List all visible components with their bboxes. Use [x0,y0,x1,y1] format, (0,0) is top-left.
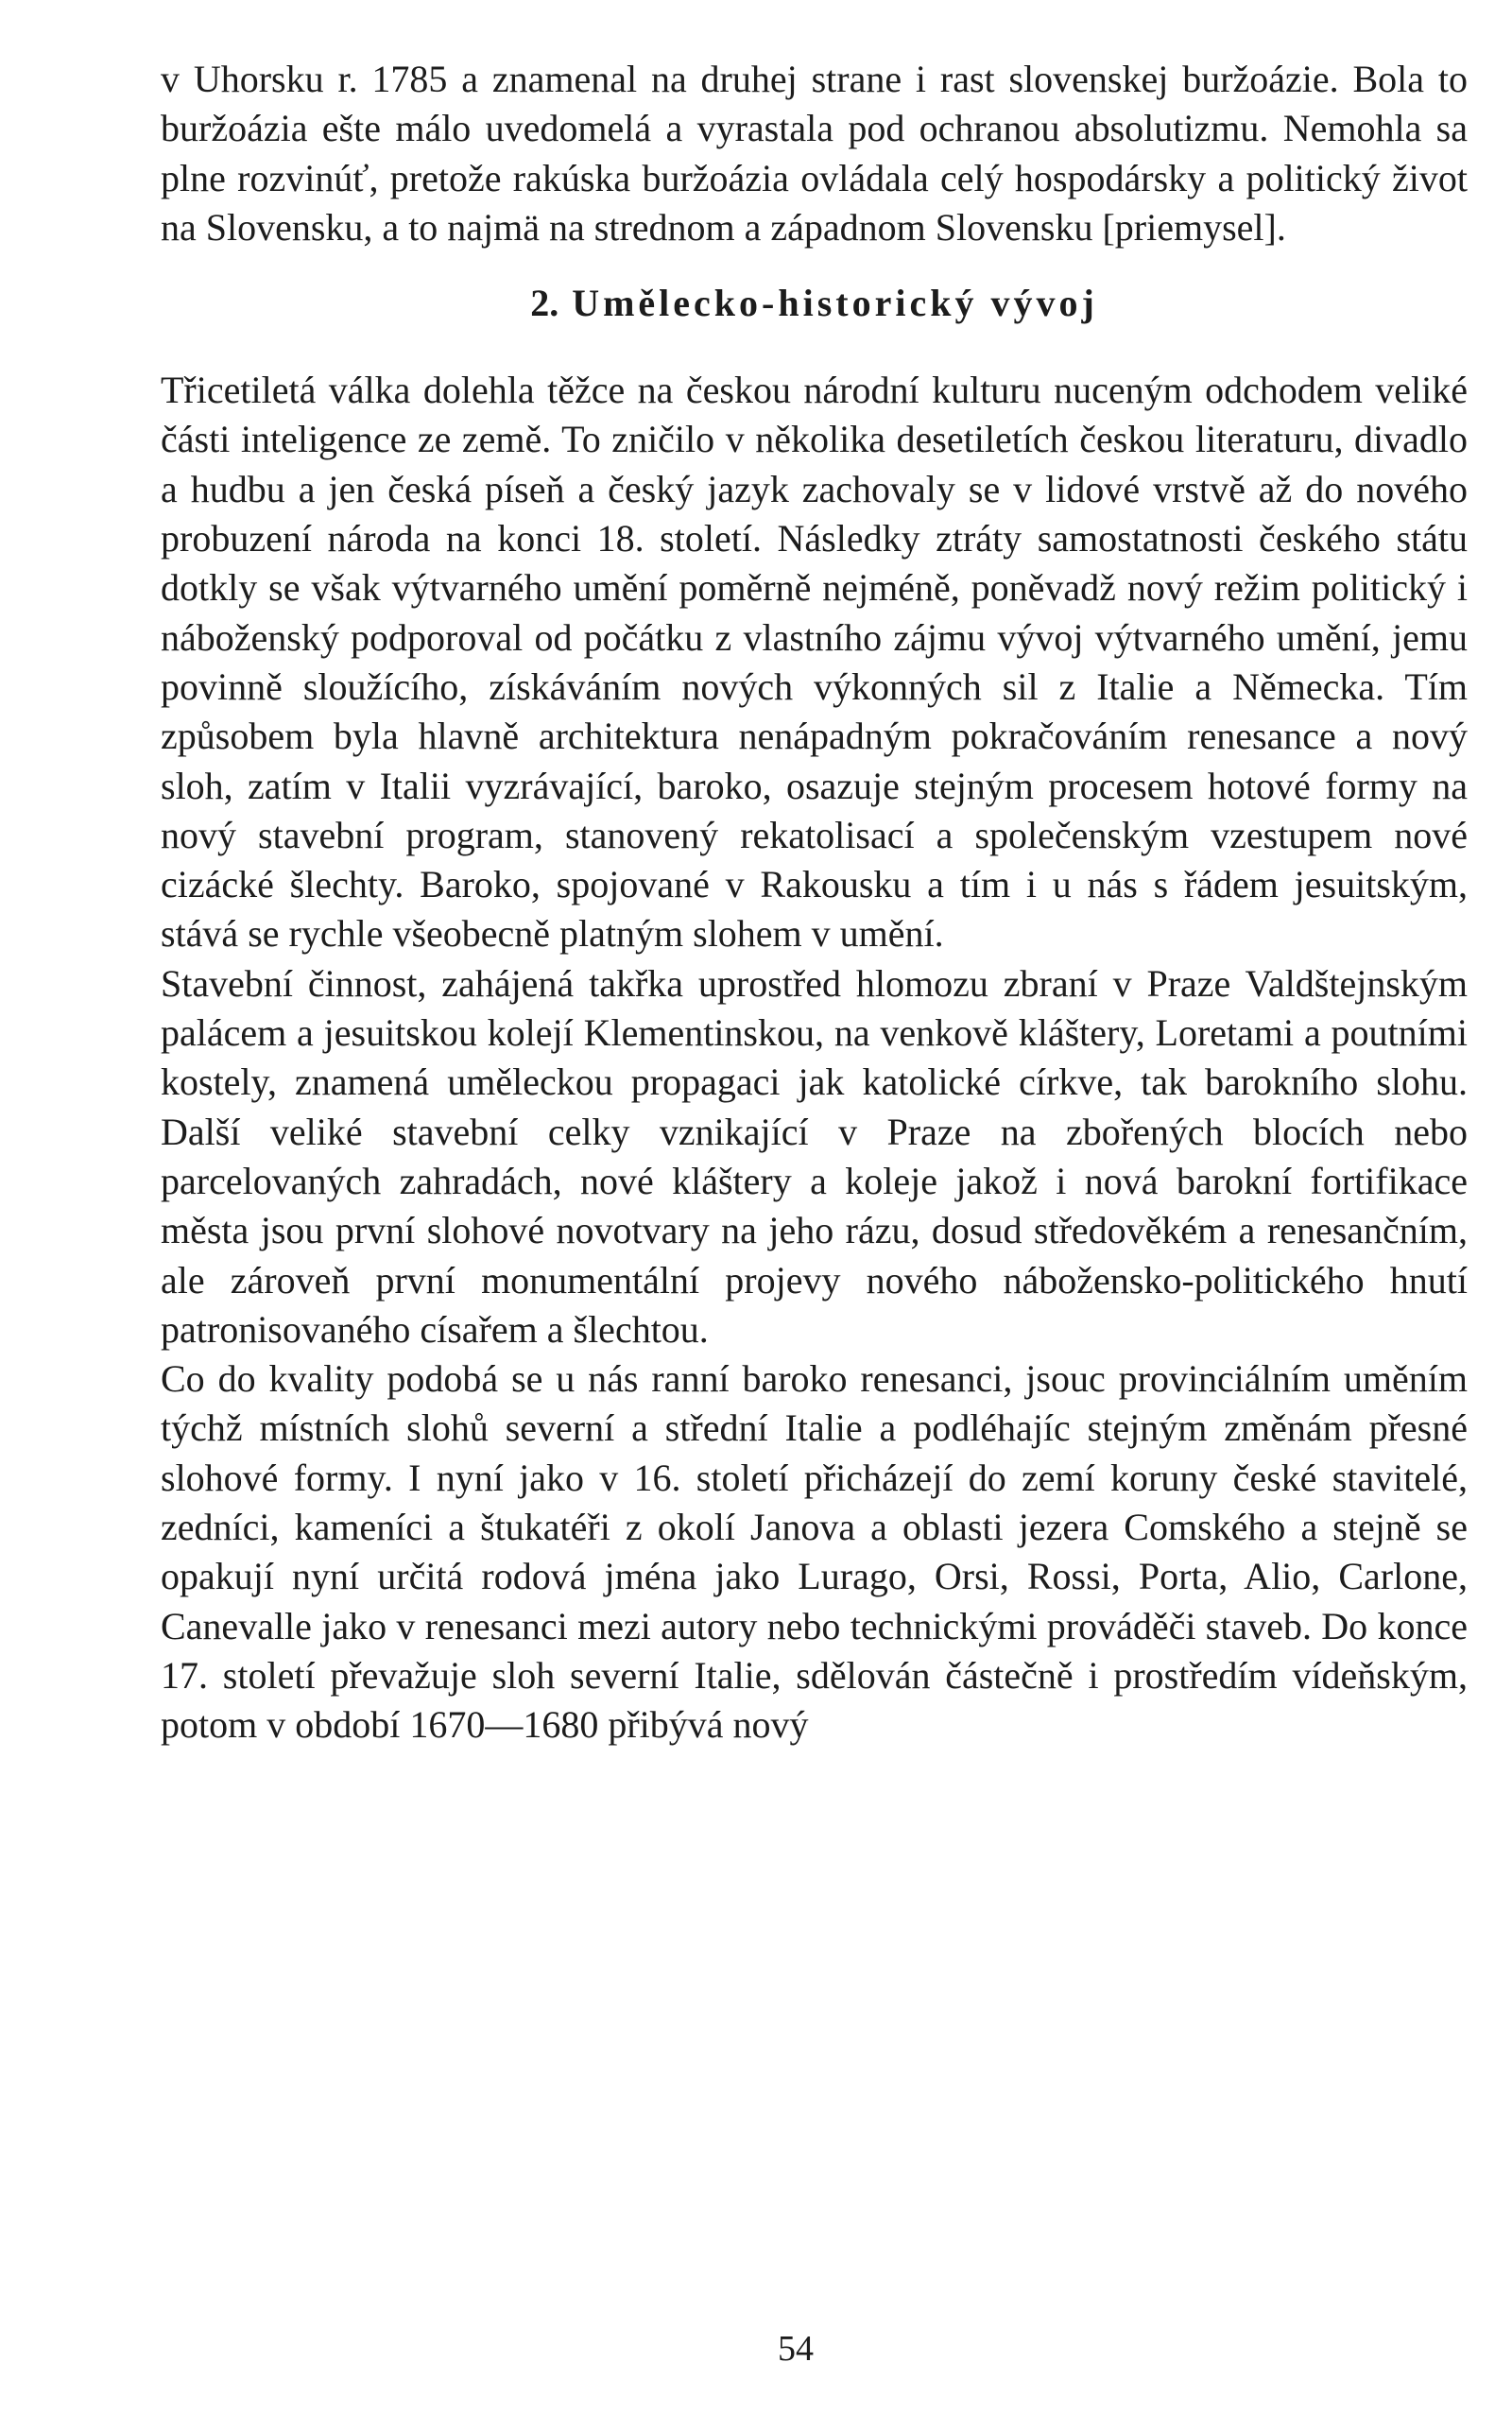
intro-paragraph: v Uhorsku r. 1785 a znamenal na druhej strane i rast slovenskej buržoázie. Bola to buržoázia ešte málo uvedomelá a vyrastala pod ochranou absolutizmu. Nemohla sa plne rozvinúť, pretože rakúska buržoázia ovládala celý hospodársky a politický život na Slovensku, a to najmä na strednom a západnom Slovensku [priemysel]. [161,58,1468,249]
page-number: 54 [778,2329,814,2369]
section-body [161,366,1468,1750]
section-number: 2. [530,282,559,325]
section-title: Umělecko-historický vývoj [572,282,1098,325]
body-paragraph: Třicetiletá válka dolehla těžce na českou národní kulturu nuceným odchodem veliké části inteligence ze země. To zničilo v několika desetiletích českou literaturu, divadlo a hudbu a jen česká píseň a český jazyk zachovaly se v lidové vrstvě až do nového probuzení národa na konci 18. století. Následky ztráty samostatnosti českého státu dotkly se však výtvarného umění poměrně nejméně, poněvadž nový režim politický i náboženský podporoval od počátku z vlastního zájmu vývoj výtvarného umění, jemu povinně sloužícího, získáváním nových výkonných sil z Italie a Německa. Tím způsobem byla hlavně architektura nenápadným pokračováním renesance a nový sloh, zatím v Italii vyzrávající, baroko, osazuje stejným procesem hotové formy na nový stavební program, stanovený rekatolisací a společenským vzestupem nové cizácké šlechty. Baroko, spojované v Rakousku a tím i u nás s řádem jesuitským, stává se rychle všeobecně platným slohem v umění. [161,369,1468,956]
section-heading [161,279,1468,328]
page-text-column [161,55,1468,1750]
body-paragraph: Co do kvality podobá se u nás ranní baroko renesanci, jsouc provinciálním uměním týchž místních slohů severní a střední Italie a podléhajíc stejným změnám přesné slohové formy. I nyní jako v 16. století přicházejí do zemí koruny české stavitelé, zedníci, kameníci a štukatéři z okolí Janova a oblasti jezera Comského a stejně se opakují nyní určitá rodová jména jako Lurago, Orsi, Rossi, Porta, Alio, Carlone, Canevalle jako v renesanci mezi autory nebo technickými prováděči staveb. Do konce 17. století převažuje sloh severní Italie, sdělován částečně i prostředím vídeňským, potom v období 1670—1680 přibývá nový [161,1357,1468,1747]
body-paragraph: Stavební činnost, zahájená takřka uprostřed hlomozu zbraní v Praze Valdštejnským palácem a jesuitskou kolejí Klementinskou, na venkově kláštery, Loretami a poutními kostely, znamená uměleckou propagaci jak katolické církve, tak barokního slohu. Další veliké stavební celky vznikající v Praze na zbořených blocích nebo parcelovaných zahradách, nové kláštery a koleje jakož i nová barokní fortifikace města jsou první slohové novotvary na jeho rázu, dosud středověkém a renesančním, ale zároveň první monumentální projevy nového nábožensko-politického hnutí patronisovaného císařem a šlechtou. [161,961,1468,1351]
